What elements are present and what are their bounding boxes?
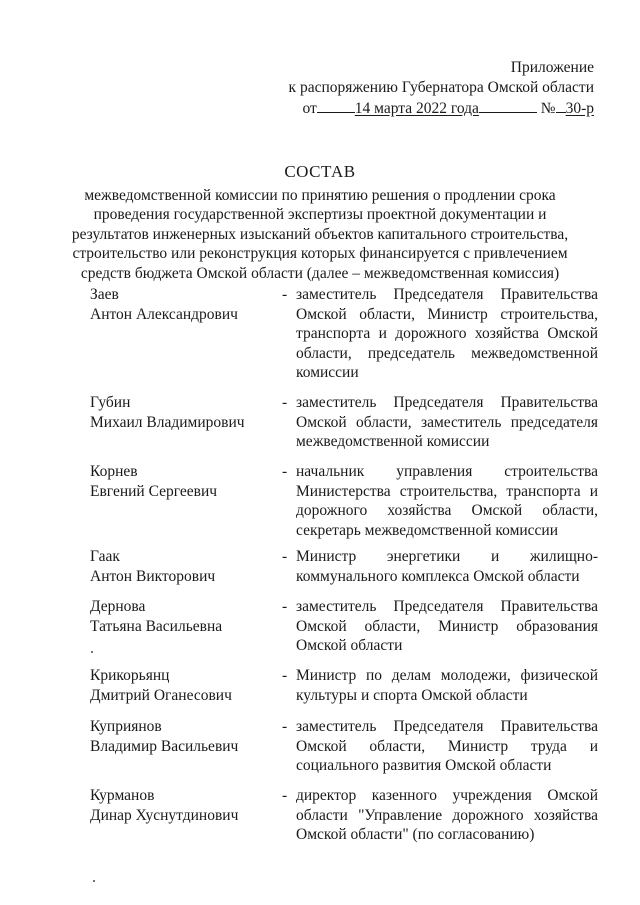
- member-surname: Корнев: [90, 463, 138, 480]
- date-from-label: от: [302, 100, 317, 117]
- member-role: Министр по делам молодежи, физической культуры и спорта Омской области: [296, 667, 598, 704]
- number-label: №: [540, 100, 556, 117]
- member-given-names: Михаил Владимирович: [90, 413, 245, 431]
- date-fill-right: [479, 98, 537, 113]
- member-surname: Курманов: [90, 787, 155, 804]
- member-surname: Куприянов: [90, 718, 162, 735]
- member-name: [90, 462, 280, 540]
- member-surname: Заев: [90, 286, 119, 303]
- member-row: [90, 717, 598, 776]
- scan-speck: [91, 651, 93, 653]
- member-name: [90, 717, 280, 776]
- number-fill: [556, 98, 566, 113]
- appendix-reference: к распоряжению Губернатора Омской области: [288, 79, 594, 96]
- member-name: [90, 547, 280, 586]
- member-role: заместитель Председателя Правительства Омской области, Министр образования Омской области: [296, 598, 598, 654]
- member-dash: -: [282, 787, 288, 804]
- member-name: [90, 786, 280, 845]
- member-dash: -: [282, 394, 288, 411]
- member-role: директор казенного учреждения Омской области "Управление дорожного хозяйства Омской области" (по согласованию): [296, 787, 598, 843]
- date-fill-left: [317, 98, 355, 113]
- member-surname: Гаак: [90, 548, 120, 565]
- member-role: заместитель Председателя Правительства Омской области, Министр труда и социального развития Омской области: [296, 718, 598, 774]
- member-given-names: Антон Викторович: [90, 567, 216, 585]
- member-given-names: Дмитрий Оганесович: [90, 686, 232, 704]
- member-name: [90, 285, 280, 383]
- document-title: [60, 162, 580, 283]
- member-dash: -: [282, 718, 288, 735]
- title-subtitle: межведомственной комиссии по принятию решения о продлении срока проведения государственной экспертизы проектной документации и результатов инженерных изысканий объектов капитального строительства, строительство или реконструкция которых финансируется с привлечением средств бюджета Омской области (далее – межведомственная комиссия): [71, 186, 569, 282]
- member-role: заместитель Председателя Правительства Омской области, заместитель председателя межведомственной комиссии: [296, 394, 598, 450]
- member-surname: Крикорьянц: [90, 667, 170, 684]
- member-dash: -: [282, 598, 288, 615]
- member-given-names: Евгений Сергеевич: [90, 482, 218, 500]
- member-given-names: Антон Александрович: [90, 305, 238, 323]
- member-surname: Дернова: [90, 598, 146, 615]
- member-row: [90, 547, 598, 586]
- member-name: [90, 666, 280, 705]
- member-row: [90, 393, 598, 452]
- member-row: [90, 786, 598, 845]
- scan-speck: [93, 880, 95, 882]
- member-dash: -: [282, 286, 288, 303]
- member-name: [90, 393, 280, 452]
- decree-number: 30-р: [565, 100, 594, 117]
- member-given-names: Татьяна Васильевна: [90, 617, 223, 635]
- title-heading: СОСТАВ: [284, 162, 356, 181]
- member-surname: Губин: [90, 394, 131, 411]
- member-role: начальник управления строительства Министерства строительства, транспорта и дорожного хозяйства Омской области, секретарь межведомственной комиссии: [296, 463, 598, 539]
- member-row: [90, 462, 598, 540]
- member-given-names: Динар Хуснутдинович: [90, 806, 239, 824]
- member-role: Министр энергетики и жилищно-коммунального комплекса Омской области: [296, 548, 598, 585]
- member-row: [90, 666, 598, 705]
- member-name: [90, 597, 280, 656]
- member-dash: -: [282, 667, 288, 684]
- member-dash: -: [282, 548, 288, 565]
- appendix-label: Приложение: [510, 59, 594, 76]
- member-dash: -: [282, 463, 288, 480]
- appendix-date-line: [289, 98, 594, 119]
- member-row: [90, 597, 598, 656]
- member-role: заместитель Председателя Правительства Омской области, Министр строительства, транспорта и дорожного хозяйства Омской области, председатель межведомственной комиссии: [296, 286, 598, 381]
- appendix-block: [289, 58, 594, 119]
- member-given-names: Владимир Васильевич: [90, 737, 239, 755]
- decree-date: 14 марта 2022 года: [354, 100, 479, 117]
- member-row: [90, 285, 598, 383]
